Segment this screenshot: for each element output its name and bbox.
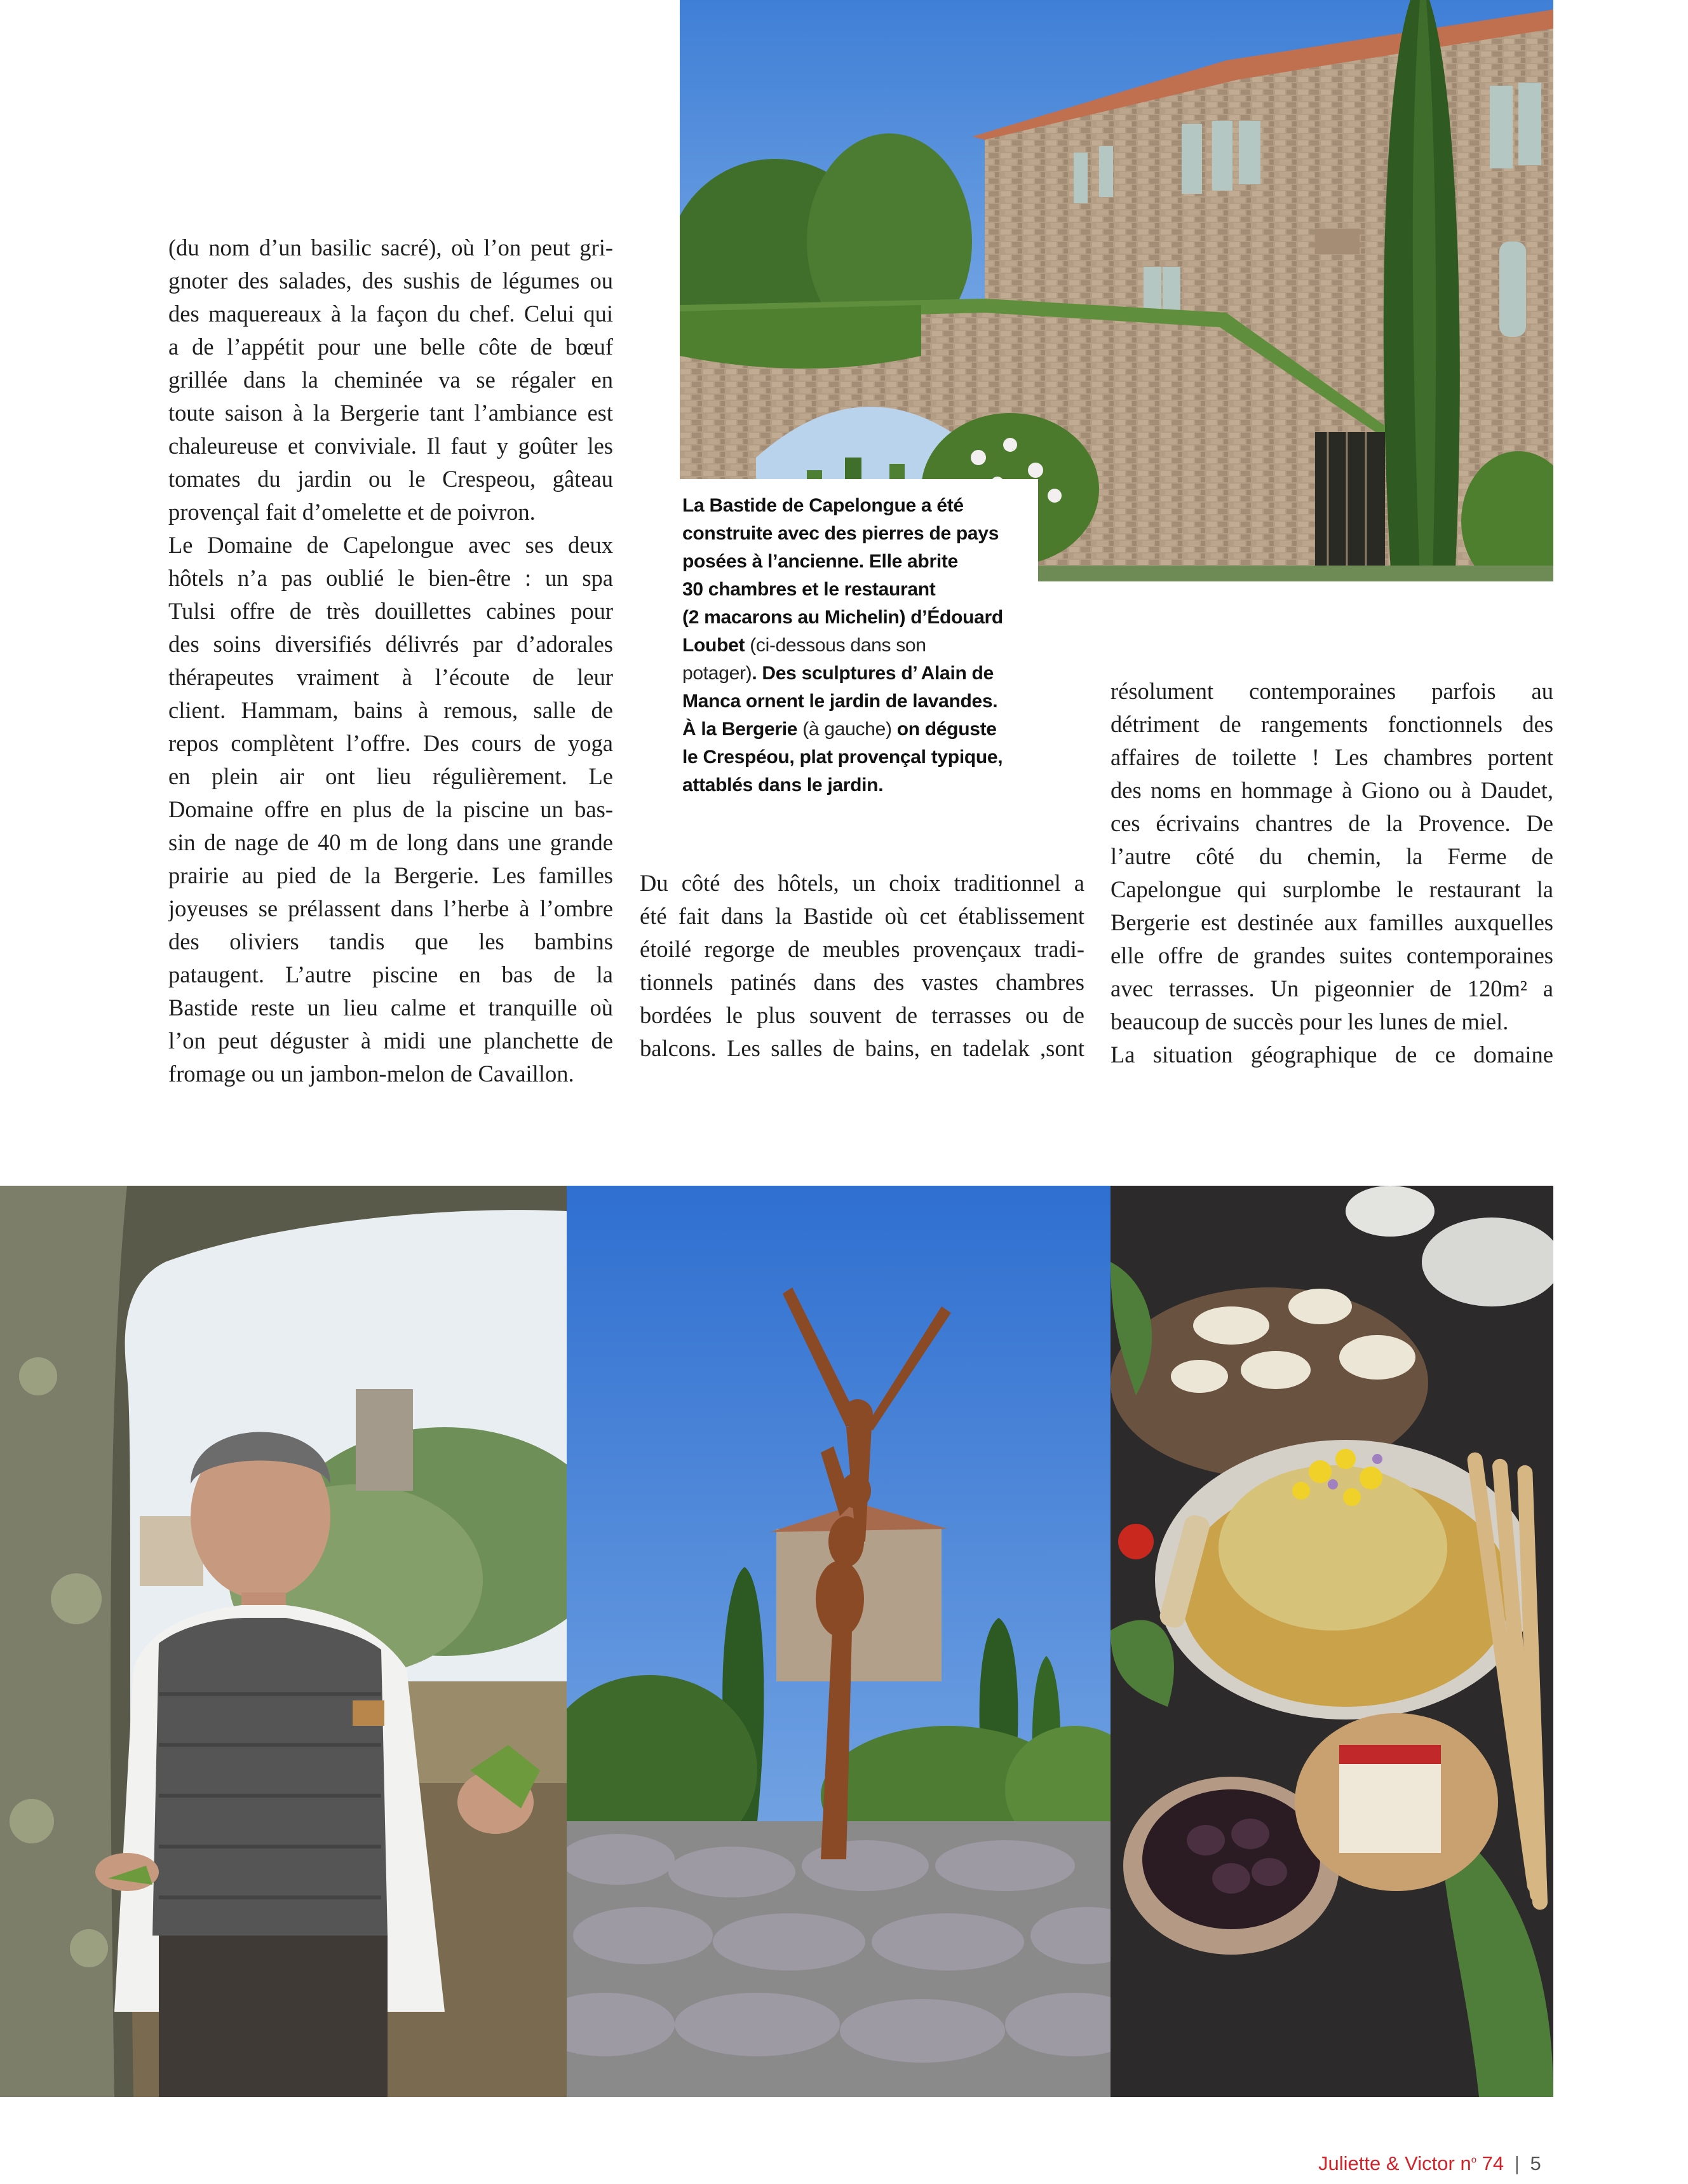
footer-separator: | [1514, 2152, 1520, 2174]
text-line: fromage ou un jambon-melon de Cavaillon. [168, 1061, 574, 1087]
article-column-left [168, 231, 613, 1090]
article-column-right [1111, 675, 1553, 1071]
photo-caption [677, 479, 1038, 801]
text-line: tionnels patinés dans des vastes chambres [640, 969, 1084, 995]
text-line: (du nom d’un basilic sacré), où l’on peut gri- [168, 234, 613, 261]
text-line: affaires de toilette ! Les chambres portent [1111, 744, 1553, 770]
page-footer [1318, 2152, 1541, 2178]
text-line: des noms en hommage à Giono ou à Daudet, [1111, 777, 1553, 803]
table-photo [1111, 1186, 1553, 2097]
caption-text: Loubet [682, 635, 750, 656]
text-line: bordées le plus souvent de terrasses ou de [640, 1002, 1084, 1028]
text-line: thérapeutes vraiment à l’écoute de leur [168, 664, 613, 690]
text-line: Du côté des hôtels, un choix traditionnel a [640, 870, 1084, 896]
caption-line: 30 chambres et le restaurant [682, 579, 936, 600]
text-line: avec terrasses. Un pigeonnier de 120m² a [1111, 975, 1553, 1001]
text-line: tomates du jardin ou le Crespeou, gâteau [168, 466, 613, 492]
text-line: résolument contemporaines parfois au [1111, 678, 1553, 704]
provencal-table-photo [1111, 1186, 1553, 2097]
text-line: joyeuses se prélassent dans l’herbe à l’ombre [168, 895, 613, 921]
text-line: sin de nage de 40 m de long dans une grande [168, 829, 613, 855]
text-line: La situation géographique de ce domaine [1111, 1041, 1553, 1068]
text-line: hôtels n’a pas oublié le bien-être : un spa [168, 565, 613, 591]
caption-aside: potager) [682, 663, 752, 684]
text-line: client. Hammam, bains à remous, salle de [168, 697, 613, 723]
page-number: 5 [1530, 2152, 1541, 2174]
text-line: repos complètent l’offre. Des cours de yoga [168, 730, 613, 756]
sculpture-lavender-photo [567, 1186, 1111, 2097]
text-line: Bastide reste un lieu calme et tranquille où [168, 994, 613, 1021]
text-line: balcons. Les salles de bains, en tadelak ,sont [640, 1035, 1084, 1061]
caption-line [682, 632, 1038, 660]
text-line: Le Domaine de Capelongue avec ses deux [168, 532, 613, 558]
text-line: grillée dans la cheminée va se régaler en [168, 367, 613, 393]
text-line: Domaine offre en plus de la piscine un bas- [168, 796, 613, 822]
caption-line: Manca ornent le jardin de lavandes. [682, 691, 998, 712]
text-line: des oliviers tandis que les bambins [168, 928, 613, 954]
text-line: pataugent. L’autre piscine en bas de la [168, 961, 613, 987]
caption-line: (2 macarons au Michelin) d’Édouard [682, 607, 1003, 628]
text-line: des soins diversifiés délivrés par d’adorales [168, 631, 613, 657]
text-line: l’autre côté du chemin, la Ferme de [1111, 843, 1553, 869]
text-line: gnoter des salades, des sushis de légumes ou [168, 268, 613, 294]
text-line: Capelongue qui surplombe le restaurant la [1111, 876, 1553, 902]
text-line: l’on peut déguster à midi une planchette de [168, 1028, 613, 1054]
sculpture-photo [567, 1186, 1111, 2097]
text-line: chaleureuse et conviviale. Il faut y goûter les [168, 433, 613, 459]
caption-line: posées à l’ancienne. Elle abrite [682, 551, 958, 572]
text-line: elle offre de grandes suites contemporaines [1111, 942, 1553, 968]
text-line: ces écrivains chantres de la Provence. De [1111, 810, 1553, 836]
text-line: été fait dans la Bastide où cet établissement [640, 903, 1084, 929]
text-line: provençal fait d’omelette et de poivron. [168, 499, 536, 525]
text-line: détriment de rangements fonctionnels des [1111, 711, 1553, 737]
text-line: prairie au pied de la Bergerie. Les familles [168, 862, 613, 888]
text-line: toute saison à la Bergerie tant l’ambiance est [168, 400, 613, 426]
caption-text: . Des sculptures d’ Alain de [752, 663, 994, 684]
caption-line: La Bastide de Capelongue a été [682, 495, 964, 516]
article-column-middle [640, 867, 1084, 1065]
caption-text: À la Bergerie [682, 719, 803, 740]
chef-portrait-photo [0, 1186, 567, 2097]
caption-line: attablés dans le jardin. [682, 775, 884, 796]
caption-line: construite avec des pierres de pays [682, 523, 999, 544]
text-line: beaucoup de succès pour les lunes de miel. [1111, 1008, 1509, 1034]
issue-label: $n^o$ 74 [1460, 2152, 1504, 2174]
text-line: Tulsi offre de très douillettes cabines pour [168, 598, 613, 624]
caption-line: le Crespéou, plat provençal typique, [682, 747, 1003, 768]
caption-aside: (ci-dessous dans son [750, 635, 926, 656]
text-line: a de l’appétit pour une belle côte de bœuf [168, 334, 613, 360]
magazine-name: Juliette & Victor [1318, 2152, 1455, 2174]
caption-aside: (à gauche) [802, 719, 892, 740]
text-line: des maquereaux à la façon du chef. Celui qui [168, 301, 613, 327]
text-line: étoilé regorge de meubles provençaux tradi- [640, 936, 1084, 962]
caption-line [682, 716, 1038, 743]
text-line: Bergerie est destinée aux familles auxquelles [1111, 909, 1553, 935]
text-line: en plein air ont lieu régulièrement. Le [168, 763, 613, 789]
caption-line [682, 660, 1038, 688]
chef-photo [0, 1186, 567, 2097]
caption-text: on déguste [891, 719, 997, 740]
